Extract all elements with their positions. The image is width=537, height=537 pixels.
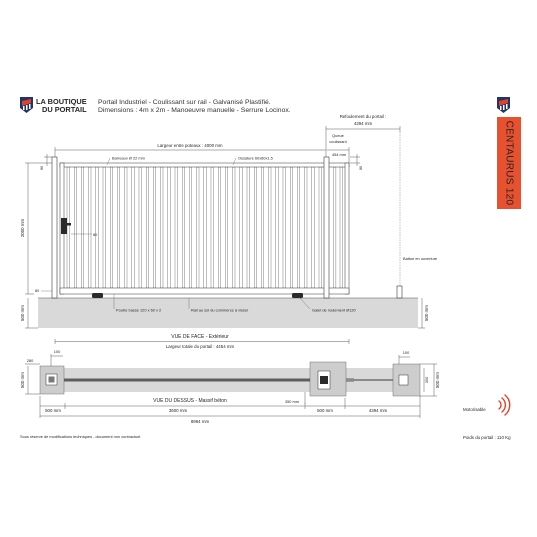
bars-label: Barreaux Ø 22 mm — [112, 155, 145, 161]
gate-bar — [96, 167, 98, 288]
gate-bar — [319, 167, 321, 288]
model-banner — [497, 117, 521, 209]
disclaimer: Sous réserve de modifications techniques - document non contractuel. — [20, 434, 142, 439]
gate-bar — [153, 167, 155, 288]
gate-bar — [146, 167, 148, 288]
segment-middle-label: 500 mm — [317, 408, 333, 413]
queue-value: 454 mm — [331, 152, 347, 157]
depth-right-label: 500 mm — [435, 372, 440, 388]
post-right-label: 100 — [402, 350, 410, 355]
gate-bar — [182, 167, 184, 288]
gate-bar — [269, 167, 271, 288]
gate-bar — [233, 167, 235, 288]
gate-bar — [168, 167, 170, 288]
depth-left-label: 500 mm — [20, 372, 25, 388]
left-post-block — [40, 366, 64, 394]
gate-logo-icon — [497, 97, 510, 113]
gate-bar — [218, 167, 220, 288]
middle-post-block — [310, 362, 346, 396]
gate-bar — [225, 167, 227, 288]
rail-offset-label: 350 mm — [284, 399, 300, 404]
ground-depth-left-label: 500 mm — [20, 305, 25, 321]
gate-bar — [247, 167, 249, 288]
gate-bar — [211, 167, 213, 288]
segment-left-label: 500 mm — [45, 408, 61, 413]
ground-foundation — [38, 298, 418, 328]
gate-bar — [283, 167, 285, 288]
motorisable-label: Motorisable — [463, 407, 486, 412]
frame-label: Ossature 60x60x1.5 — [238, 155, 273, 161]
model-name: CENTAURUS 120 — [503, 120, 515, 206]
gate-bar — [305, 167, 307, 288]
gate-bar — [290, 167, 292, 288]
roller-right — [292, 293, 303, 298]
motorisable-badge — [463, 395, 510, 415]
gate-bar — [254, 167, 256, 288]
roller-left — [92, 293, 103, 298]
angle-right-label: 90 — [358, 165, 363, 171]
right-post — [324, 157, 329, 298]
queue-label-line1: Queue — [332, 133, 344, 138]
roller-label: Galet de roulement Ø120 — [312, 307, 356, 313]
refoulement-value: 4394 mm — [353, 121, 373, 126]
gate-bar — [189, 167, 191, 288]
post-left-label: 100 — [53, 349, 61, 354]
gate-bar — [125, 167, 127, 288]
bottom-beam — [60, 288, 349, 294]
gate-bar — [67, 167, 69, 288]
offset-left-label: 280 — [26, 358, 34, 363]
queue-label-line2: coulissant — [329, 139, 347, 144]
product-dimensions: Dimensions : 4m x 2m - Manoeuvre manuelle - Serrure Locinox. — [98, 107, 291, 114]
top-view-title: VUE DU DESSUS - Massif béton — [153, 398, 227, 404]
angle-left-label: 90 — [39, 165, 44, 171]
gate-bar — [175, 167, 177, 288]
gate-bars — [67, 167, 342, 288]
top-view — [20, 349, 440, 424]
gate-bar — [197, 167, 199, 288]
gate-leaf — [60, 163, 349, 294]
gate-height-label: 2000 mm — [20, 218, 25, 238]
brand-logo — [20, 97, 87, 114]
gate-bar — [334, 167, 336, 288]
total-length-label: 8994 mm — [190, 419, 210, 424]
post-offset-label: 80 — [35, 288, 40, 293]
depth-inner-right-label: 300 — [424, 376, 429, 384]
gate-weight: Poids du portail : 110 Kg — [463, 435, 511, 440]
front-view-title: VUE DE FACE - Extérieur — [171, 334, 229, 340]
ground-depth-right-label: 500 mm — [424, 305, 429, 321]
top-rail — [60, 163, 349, 167]
gate-bar — [139, 167, 141, 288]
gate-bar — [204, 167, 206, 288]
lock-offset-label: 80 — [93, 232, 98, 237]
rail-label: Rail au sol du commerce à visser — [191, 307, 249, 313]
opening-stop — [397, 286, 402, 298]
width-between-posts-label: Largeur entre poteaux : 4000 mm — [157, 143, 223, 148]
gate-bar — [276, 167, 278, 288]
opening-stop-label: Battue en ouverture — [403, 256, 438, 261]
gate-bar — [117, 167, 119, 288]
brand-name-line2: DU PORTAIL — [42, 105, 87, 114]
wireless-signal-icon — [499, 395, 510, 415]
gate-bar — [240, 167, 242, 288]
front-view — [20, 114, 437, 349]
right-post-block — [393, 364, 420, 396]
beam-label: Poutre basse 120 x 60 x 2 — [116, 307, 162, 313]
segment-gate-label: 3600 mm — [168, 408, 188, 413]
tail-track — [346, 379, 394, 381]
gate-bar — [110, 167, 112, 288]
right-stile — [345, 163, 349, 294]
gate-bar — [74, 167, 76, 288]
gate-bar — [89, 167, 91, 288]
gate-bar — [132, 167, 134, 288]
refoulement-label: Refoulement du portail : — [339, 114, 387, 119]
gate-bar — [81, 167, 83, 288]
brand-name-line1: LA BOUTIQUE — [36, 97, 87, 106]
left-post — [52, 157, 57, 298]
gate-logo-icon — [20, 97, 33, 113]
gate-bar — [261, 167, 263, 288]
gate-bar — [340, 167, 342, 288]
product-title: Portail Industriel - Coulissant sur rail - Galvanisé Plastifié. — [98, 99, 271, 106]
total-width-label: Largeur totale du portail : 4454 mm — [165, 344, 235, 349]
gate-bar — [103, 167, 105, 288]
gate-bar — [312, 167, 314, 288]
gate-bar — [297, 167, 299, 288]
gate-bar — [161, 167, 163, 288]
segment-right-label: 4394 mm — [368, 408, 388, 413]
